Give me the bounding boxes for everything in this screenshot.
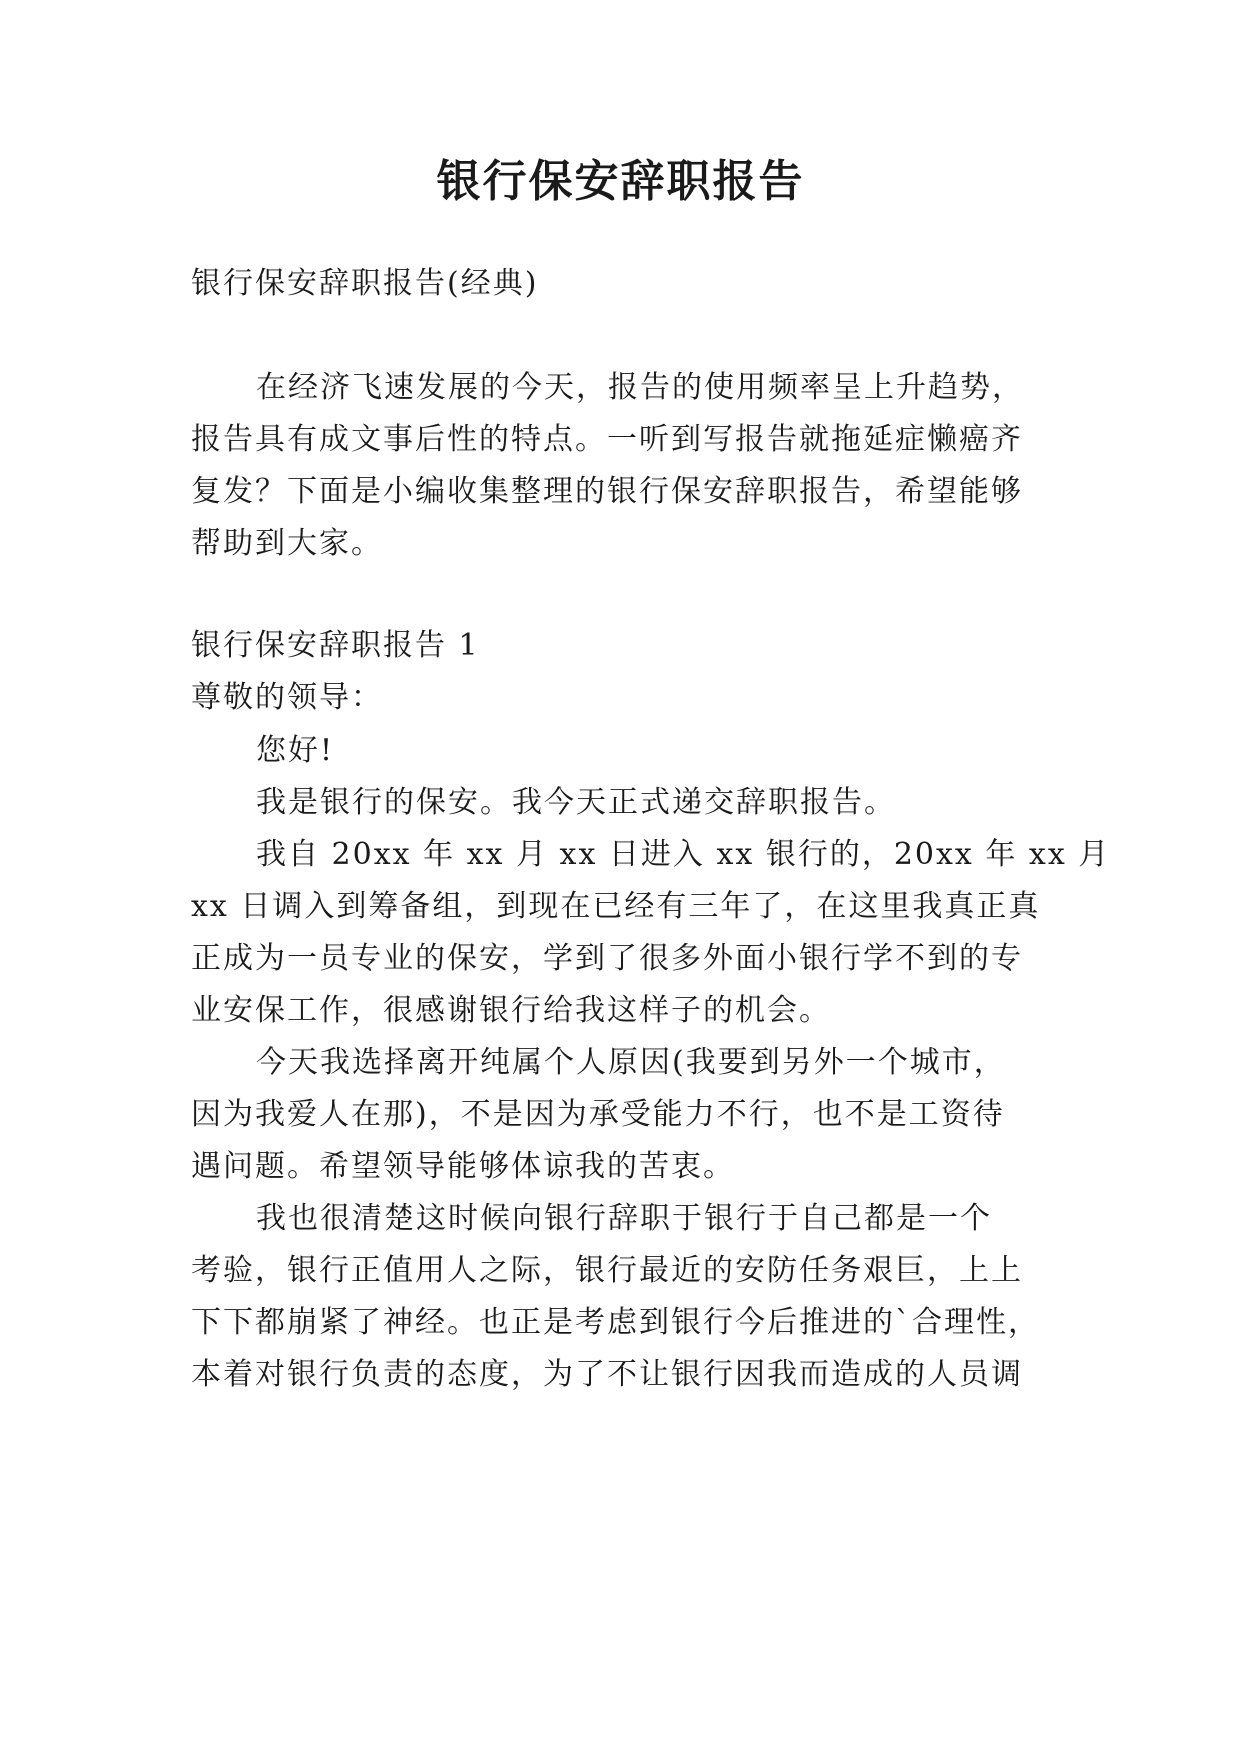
document-subtitle: 银行保安辞职报告(经典): [191, 266, 539, 301]
intro-line: 报告具有成文事后性的特点。一听到写报告就拖延症懒癌齐: [191, 422, 1023, 457]
body-line: 我是银行的保安。我今天正式递交辞职报告。: [256, 785, 896, 820]
body-line: 我自 20xx 年 xx 月 xx 日进入 xx 银行的，20xx 年 xx 月: [256, 837, 1111, 872]
body-line: 考验，银行正值用人之际，银行最近的安防任务艰巨，上上: [191, 1253, 1023, 1288]
document-title: 银行保安辞职报告: [436, 156, 805, 207]
body-line: 今天我选择离开纯属个人原因(我要到另外一个城市，: [256, 1045, 1006, 1080]
body-line: 正成为一员专业的保安，学到了很多外面小银行学不到的专: [191, 941, 1023, 976]
body-line: 因为我爱人在那)，不是因为承受能力不行，也不是工资待: [191, 1097, 1005, 1132]
intro-line: 帮助到大家。: [191, 526, 383, 561]
body-line: xx 日调入到筹备组，到现在已经有三年了，在这里我真正真: [191, 889, 1041, 924]
salutation: 尊敬的领导：: [191, 680, 383, 715]
body-line: 我也很清楚这时候向银行辞职于银行于自己都是一个: [256, 1201, 992, 1236]
body-line: 下下都崩紧了神经。也正是考虑到银行今后推进的`合理性，: [191, 1305, 1040, 1340]
body-line: 遇问题。希望领导能够体谅我的苦衷。: [191, 1149, 735, 1184]
section-heading: 银行保安辞职报告 1: [191, 628, 480, 663]
body-line: 业安保工作，很感谢银行给我这样子的机会。: [191, 993, 831, 1028]
intro-line: 复发？下面是小编收集整理的银行保安辞职报告，希望能够: [191, 474, 1023, 509]
body-line: 本着对银行负责的态度，为了不让银行因我而造成的人员调: [191, 1357, 1023, 1392]
greeting: 您好!: [256, 733, 335, 768]
intro-line: 在经济飞速发展的今天，报告的使用频率呈上升趋势，: [256, 370, 1024, 405]
